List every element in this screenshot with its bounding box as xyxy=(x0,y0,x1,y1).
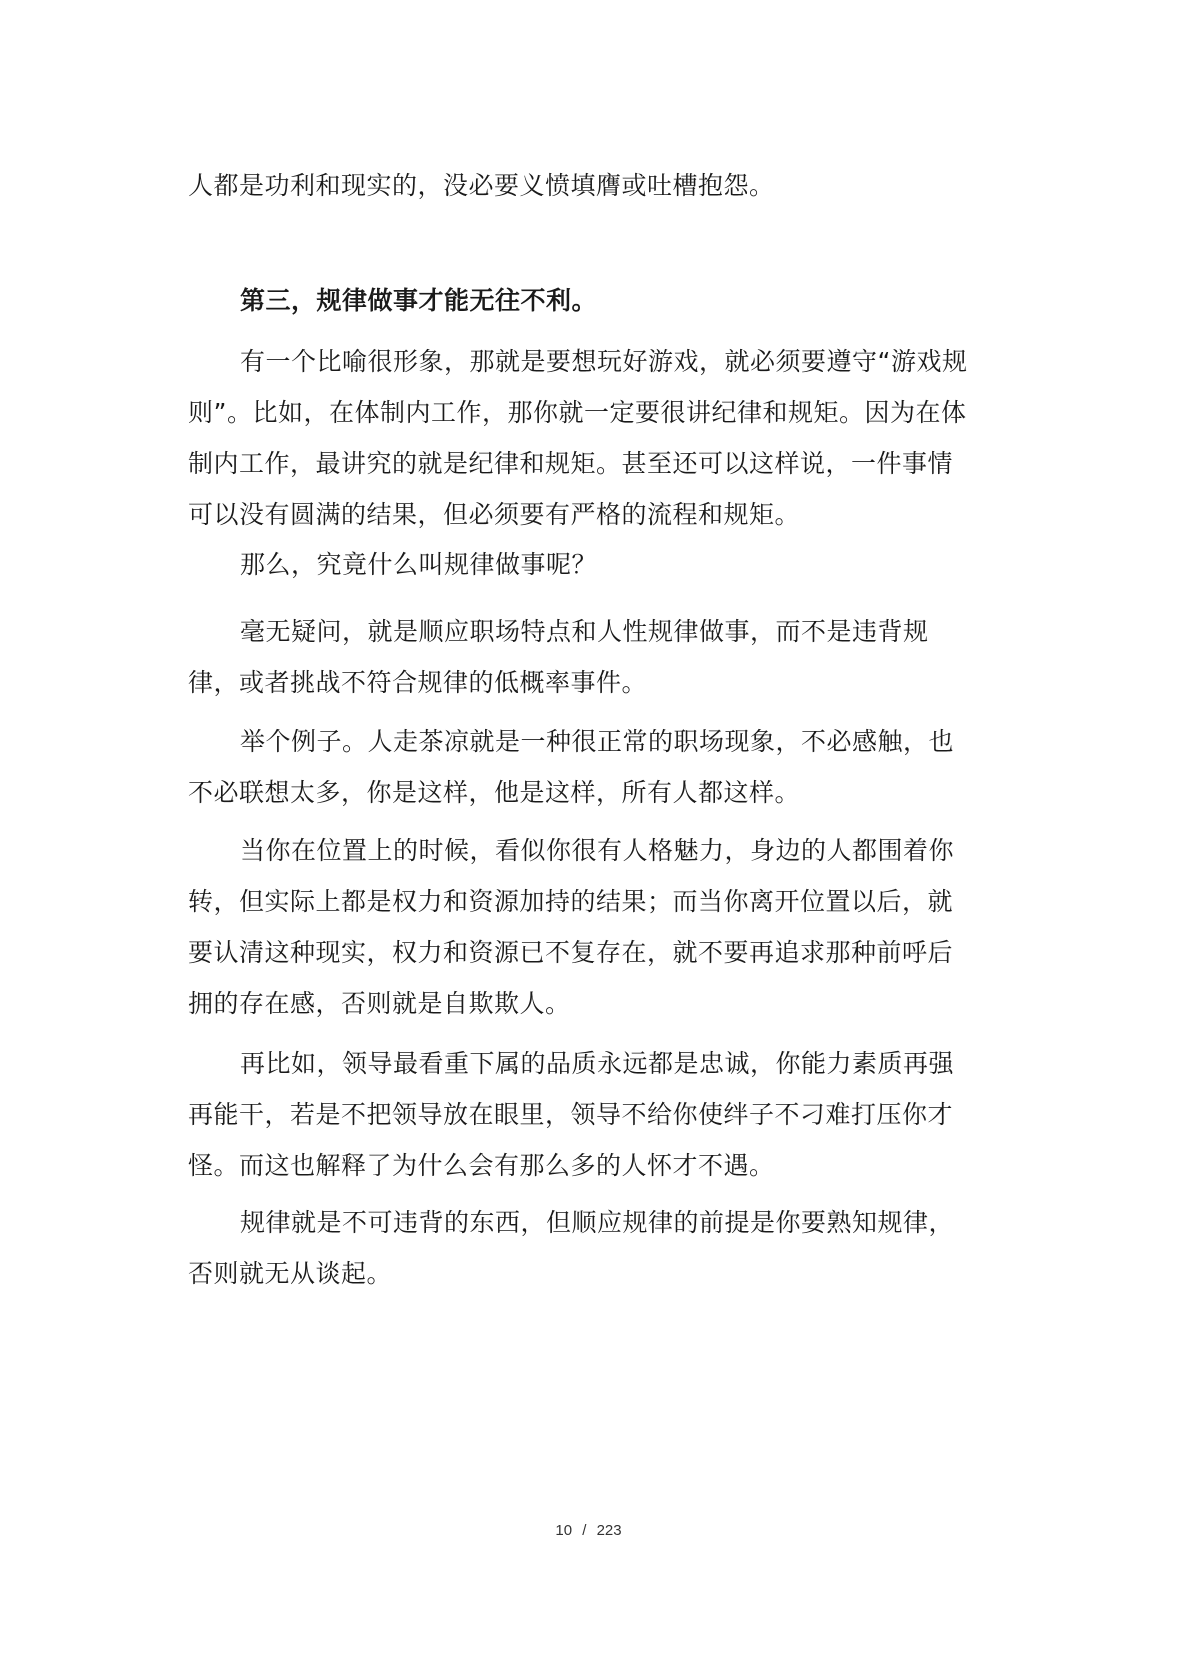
paragraph-1: 有一个比喻很形象，那就是要想玩好游戏，就必须要遵守“游戏规则”。比如，在体制内工作，那你就一定要很讲纪律和规矩。因为在体制内工作，最讲究的就是纪律和规矩。甚至还可以这样说，一件事情可以没有圆满的结果，但必须要有严格的流程和规矩。 xyxy=(188,347,968,529)
paragraph-2: 那么，究竟什么叫规律做事呢？ xyxy=(240,550,598,579)
paragraph-6: 再比如，领导最看重下属的品质永远都是忠诚，你能力素质再强再能干，若是不把领导放在眼里，领导不给你使绊子不刁难打压你才怪。而这也解释了为什么会有那么多的人怀才不遇。 xyxy=(188,1049,955,1180)
paragraph-5: 当你在位置上的时候，看似你很有人格魅力，身边的人都围着你转，但实际上都是权力和资源加持的结果；而当你离开位置以后，就要认清这种现实，权力和资源已不复存在，就不要再追求那种前呼后拥的存在感，否则就是自欺欺人。 xyxy=(188,836,955,1018)
section-heading: 第三，规律做事才能无往不利。 xyxy=(240,286,598,315)
paragraph-4: 举个例子。人走茶凉就是一种很正常的职场现象，不必感触，也不必联想太多，你是这样，他是这样，所有人都这样。 xyxy=(188,727,955,807)
paragraph-7: 规律就是不可违背的东西，但顺应规律的前提是你要熟知规律，否则就无从谈起。 xyxy=(188,1208,955,1288)
page-number: 10 / 223 xyxy=(555,1522,622,1539)
paragraph-3: 毫无疑问，就是顺应职场特点和人性规律做事，而不是违背规律，或者挑战不符合规律的低概率事件。 xyxy=(188,617,929,697)
continuation-text: 人都是功利和现实的，没必要义愤填膺或吐槽抱怨。 xyxy=(188,171,775,200)
